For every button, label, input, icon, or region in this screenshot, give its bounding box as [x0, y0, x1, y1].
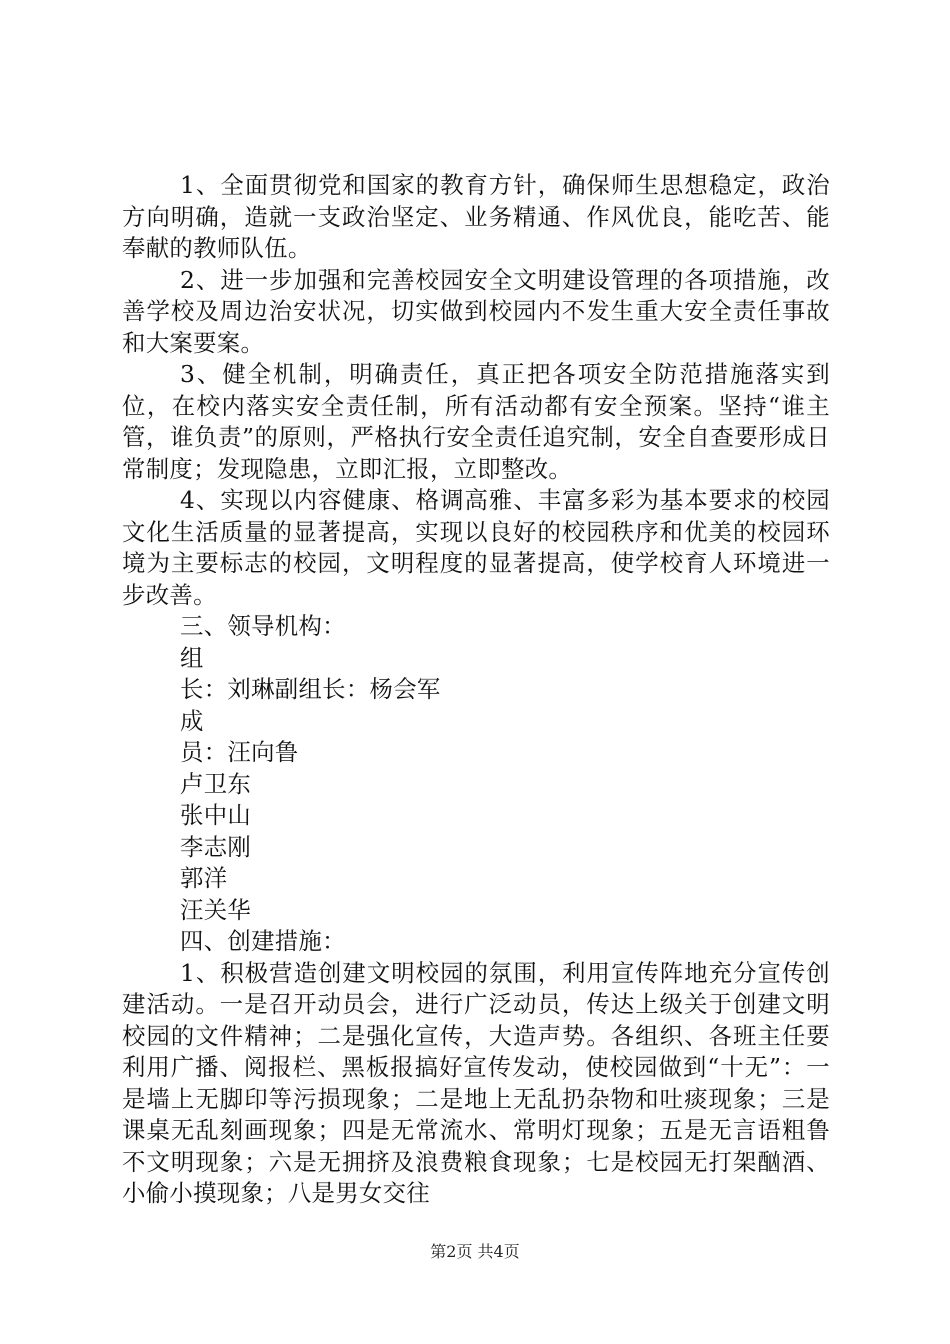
goal-paragraph-1: 1、全面贯彻党和国家的教育方针，确保师生思想稳定，政治方向明确，造就一支政治坚定、业务精通、作风优良，能吃苦、能奉献的教师队伍。: [122, 171, 830, 262]
leadership-line: 员：汪向鲁: [180, 738, 299, 766]
leadership-line: 汪关华: [180, 895, 252, 924]
measures-paragraph-1: 1、积极营造创建文明校园的氛围，利用宣传阵地充分宣传创建活动。一是召开动员会，进行广泛动员，传达上级关于创建文明校园的文件精神；二是强化宣传，大造声势。各组织、各班主任要利用广播、阅报栏、黑板报搞好宣传发动，使校园做到“十无”：一是墙上无脚印等污损现象；二是地上无乱扔杂物和吐痰现象；三是课桌无乱刻画现象；四是无常流水、常明灯现象；五是无言语粗鲁不文明现象；六是无拥挤及浪费粮食现象；七是校园无打架酗酒、小偷小摸现象；八是男女交往: [122, 958, 830, 1207]
section-heading-measures: 四、创建措施：: [180, 927, 346, 955]
leadership-line: 李志刚: [180, 832, 252, 861]
goal-paragraph-2: 2、进一步加强和完善校园安全文明建设管理的各项措施，改善学校及周边治安状况，切实做到校园内不发生重大安全责任事故和大案要案。: [122, 265, 830, 357]
page-footer: 第2页 共4页: [430, 1242, 520, 1261]
leadership-line: 长：刘琳副组长：杨会军: [180, 675, 441, 703]
leadership-line: 郭洋: [180, 864, 228, 892]
leadership-line: 成: [180, 706, 204, 735]
leadership-line: 张中山: [180, 801, 252, 829]
goal-paragraph-3: 3、健全机制，明确责任，真正把各项安全防范措施落实到位，在校内落实安全责任制，所有活动都有安全预案。坚持“谁主管，谁负责”的原则，严格执行安全责任追究制，安全自查要形成日常制度；发现隐患，立即汇报，立即整改。: [122, 360, 830, 483]
goal-paragraph-4: 4、实现以内容健康、格调高雅、丰富多彩为基本要求的校园文化生活质量的显著提高，实现以良好的校园秩序和优美的校园环境为主要标志的校园，文明程度的显著提高，使学校育人环境进一步改善。: [122, 486, 830, 609]
document-body: [122, 170, 830, 1210]
leadership-line: 卢卫东: [180, 769, 252, 798]
section-heading-leadership: 三、领导机构：: [180, 612, 346, 640]
leadership-line: 组: [180, 643, 204, 672]
